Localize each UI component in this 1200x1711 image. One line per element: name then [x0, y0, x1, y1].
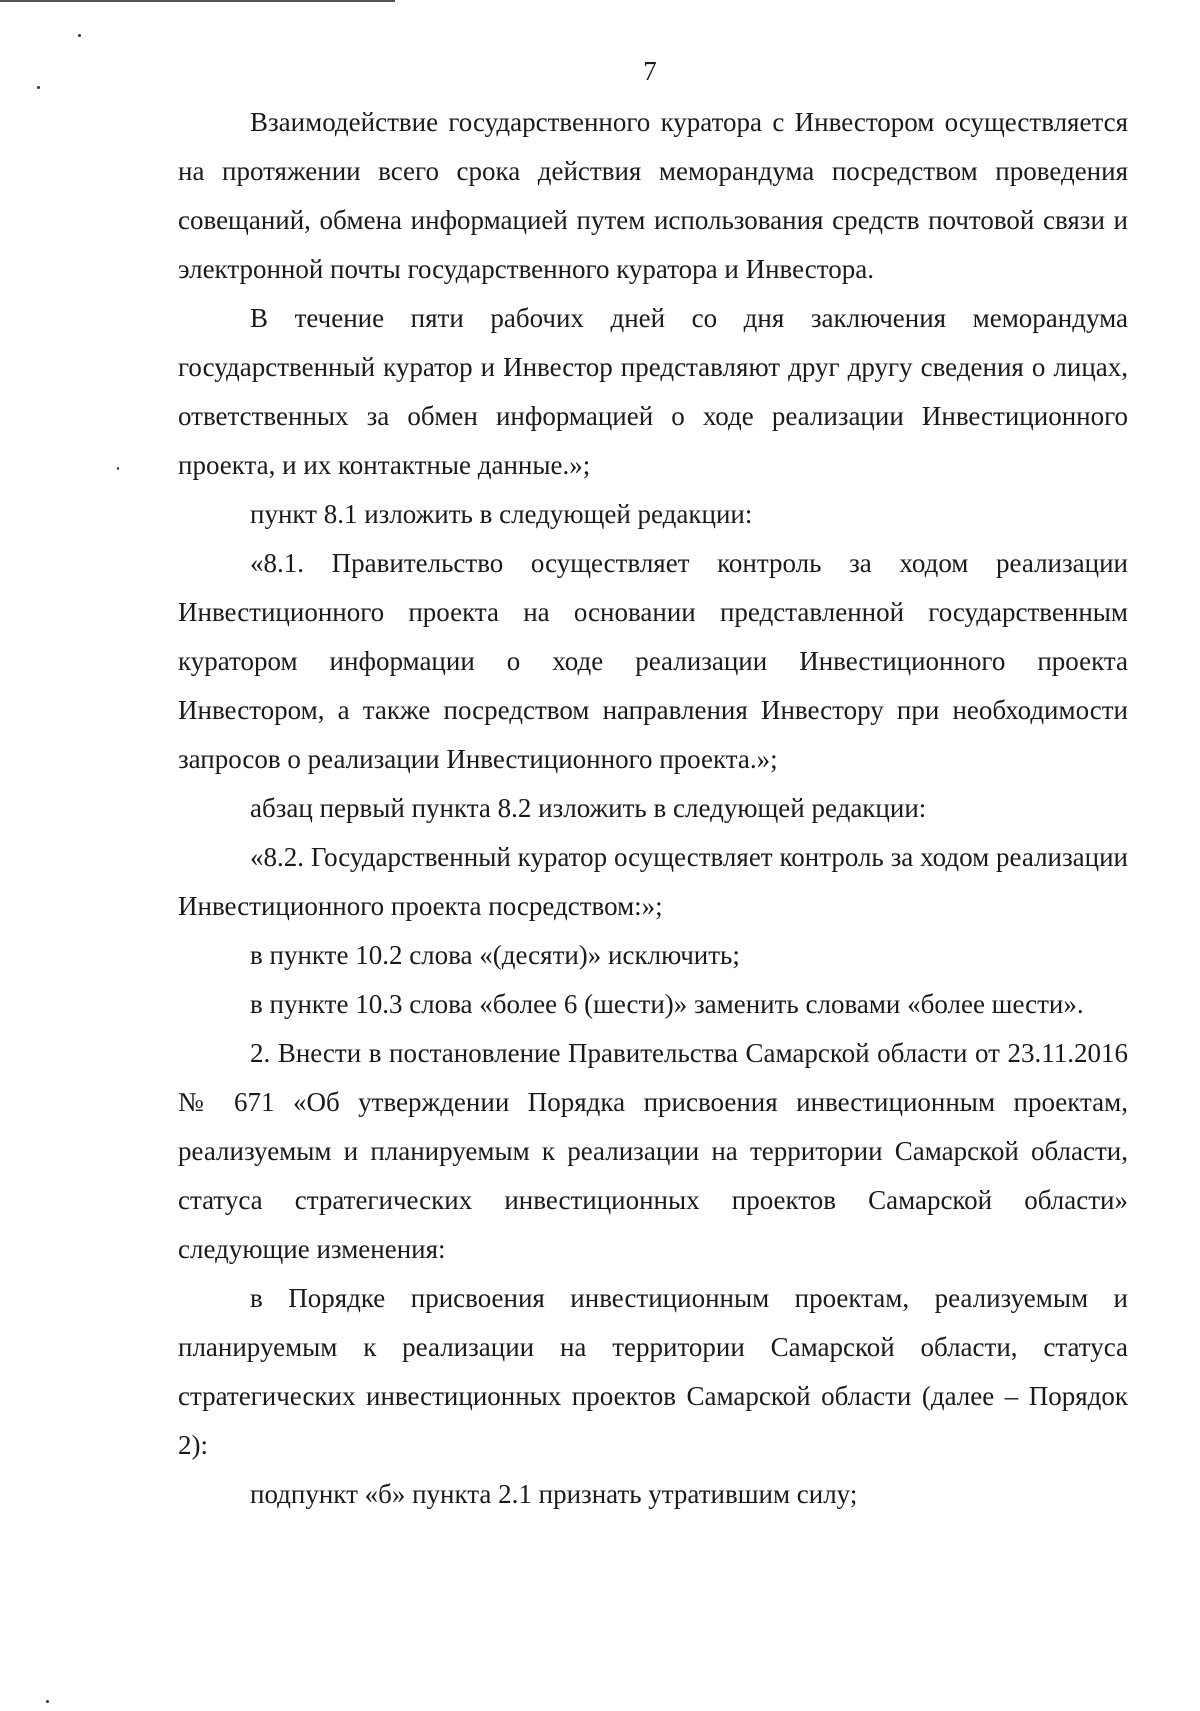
paragraph: пункт 8.1 изложить в следующей редакции: — [250, 499, 753, 529]
page-number: 7 — [643, 56, 657, 86]
scan-artifact-line — [0, 0, 395, 2]
scan-speck — [46, 1700, 49, 1703]
paragraph: В течение пяти рабочих дней со дня заключения меморандума государственный куратор и Инвестор представляют друг другу сведения о лицах, ответственных за обмен информацией о ходе реализации Инвестиционного проекта, и их контактные данные.»; — [178, 303, 1128, 480]
paragraph: в пункте 10.2 слова «(десяти)» исключить; — [250, 940, 740, 970]
paragraph: подпункт «б» пункта 2.1 признать утратившим силу; — [250, 1479, 858, 1509]
paragraph: абзац первый пункта 8.2 изложить в следующей редакции: — [250, 793, 927, 823]
paragraph: в Порядке присвоения инвестиционным проектам, реализуемым и планируемым к реализации на территории Самарской области, статуса стратегических инвестиционных проектов Самарской области (далее – Порядок 2): — [178, 1283, 1128, 1460]
scan-speck — [78, 34, 81, 37]
document-body — [178, 98, 1128, 1519]
paragraph: «8.2. Государственный куратор осуществляет контроль за ходом реализации Инвестиционного проекта посредством:»; — [178, 842, 1128, 921]
paragraph: Взаимодействие государственного куратора с Инвестором осуществляется на протяжении всего срока действия меморандума посредством проведения совещаний, обмена информацией путем использования средств почтовой связи и электронной почты государственного куратора и Инвестора. — [178, 107, 1128, 284]
paragraph: «8.1. Правительство осуществляет контроль за ходом реализации Инвестиционного проекта на основании представленной государственным куратором информации о ходе реализации Инвестиционного проекта Инвестором, а также посредством направления Инвестору при необходимости запросов о реализации Инвестиционного проекта.»; — [178, 548, 1128, 774]
scan-speck — [117, 467, 119, 470]
paragraph: в пункте 10.3 слова «более 6 (шести)» заменить словами «более шести». — [250, 989, 1084, 1019]
paragraph: 2. Внести в постановление Правительства Самарской области от 23.11.2016 № 671 «Об утверждении Порядка присвоения инвестиционным проектам, реализуемым и планируемым к реализации на территории Самарской области, статуса стратегических инвестиционных проектов Самарской области» следующие изменения: — [178, 1038, 1128, 1264]
